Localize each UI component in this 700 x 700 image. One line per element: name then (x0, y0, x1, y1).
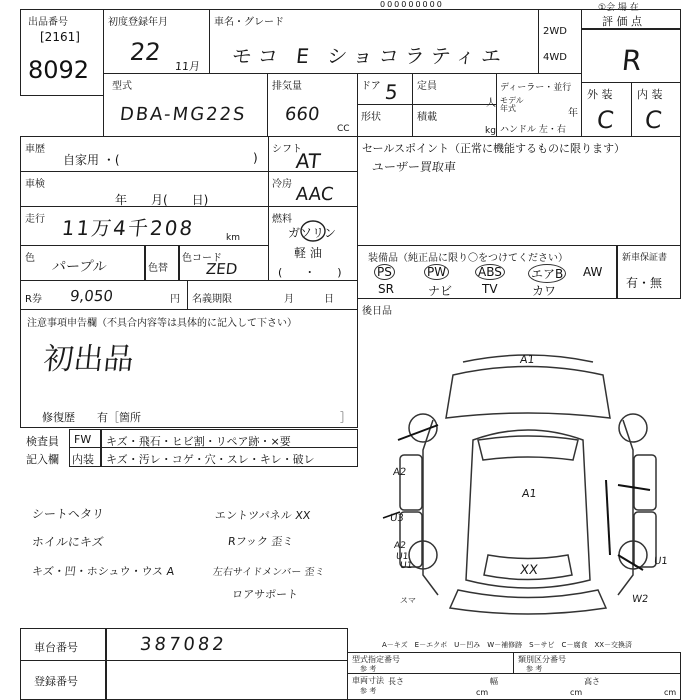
mark-a1-roof: A1 (521, 487, 538, 500)
length-label: 長さ (388, 677, 404, 686)
color-change-label: 色替 (148, 263, 168, 274)
displacement-label: 排気量 (272, 81, 302, 92)
car-rear-outline (450, 590, 606, 614)
comment-6: 左右サイドメンバー 歪ミ (212, 567, 326, 578)
fw-label: FW (74, 433, 92, 446)
warranty-label: 新車保証書 (622, 253, 668, 263)
first-reg-label: 初度登録年月 (108, 17, 168, 28)
doors-label: ドア (361, 81, 381, 92)
color-divider (144, 245, 146, 281)
damage-stroke-2 (606, 480, 610, 555)
equip-abs: ABS (475, 264, 505, 280)
lot-label: 出品番号 (28, 17, 68, 28)
drive-2wd: 2WD (543, 26, 567, 37)
first-reg-year: 22 (128, 38, 163, 66)
equip-leather: カワ (532, 284, 557, 298)
repair-close: ］ (340, 411, 351, 424)
car-hood-outline (446, 367, 610, 419)
mileage-unit: km (226, 233, 240, 243)
shift-label: シフト (272, 144, 302, 155)
inspection-label: 車検 (25, 179, 45, 190)
model-label: 型式 (112, 81, 132, 92)
comment-5: Rフック 歪ミ (227, 535, 295, 548)
mileage-value: 11万4千208 (60, 216, 196, 240)
doors-value: 5 (383, 80, 399, 104)
shift-value: AT (294, 149, 322, 173)
title-value: 月 日 (284, 294, 334, 305)
equip-aw: AW (583, 265, 603, 279)
width-unit: cm (570, 688, 583, 697)
chassis-label: 車台番号 (34, 641, 78, 654)
height-label: 高さ (584, 677, 600, 686)
grade-label: 評 価 点 (602, 15, 642, 28)
mark-a2-left-b: A2 (393, 541, 407, 551)
equip-airbag: エアB (528, 264, 566, 283)
notes-value: 初出品 (41, 342, 136, 377)
venue: ①会 場 在 (598, 3, 639, 13)
warranty-value: 有・無 (626, 276, 663, 290)
car-name-label: 車名・グレード (214, 17, 284, 28)
model-value: DBA-MG22S (118, 104, 248, 125)
mark-a2-left: A2 (392, 467, 407, 478)
color-divider2 (178, 245, 180, 281)
ac-value: AAC (294, 184, 335, 205)
width-label: 幅 (490, 677, 498, 686)
car-right-door-2 (634, 512, 656, 567)
notes-label: 注意事項申告欄（不具合内容等は具体的に記入して下さい） (27, 318, 297, 329)
car-left-door-1 (400, 455, 422, 510)
color-label: 色 (25, 253, 35, 264)
fuel-diesel: 軽 油 (294, 246, 322, 260)
color-value: パープル (51, 259, 108, 275)
history-box (20, 136, 269, 172)
height-unit: cm (664, 688, 677, 697)
load-label: 積載 (417, 112, 437, 123)
drive-4wd: 4WD (543, 52, 567, 63)
dealer-label: ディーラー・並行 (500, 83, 572, 93)
fuel-label: 燃料 (272, 214, 292, 225)
load-unit: kg (485, 126, 496, 136)
reg-label: 登録番号 (34, 675, 78, 688)
color-code-label: 色コード (182, 253, 222, 264)
comment-3: キズ・凹・ホシュウ・ウス A (31, 565, 175, 578)
type-designation-sub: 参 考 (360, 665, 377, 673)
diagram-legend: A－キズ E－エクボ U－凹み W－補修跡 S－サビ C－腐食 XX－交換済 (382, 641, 633, 649)
color-code-value: ZED (205, 260, 239, 278)
equipment-label: 装備品（純正品に限り〇をつけてください） (368, 253, 568, 264)
comment-1: シートヘタリ (31, 507, 105, 521)
dims-sub: 参 考 (360, 687, 377, 695)
history-value: 自家用 ・( (63, 153, 120, 167)
equip-sr: SR (378, 282, 394, 296)
drive-box (538, 9, 582, 74)
comment-4: エントツパネル XX (214, 509, 311, 522)
equip-tv: TV (482, 282, 498, 296)
displacement-value: 660 (283, 104, 321, 125)
mark-u1-left-a: U1 (395, 552, 409, 562)
recycle-unit: 円 (170, 294, 180, 305)
car-windshield (478, 436, 578, 460)
mark-u1-right: U1 (653, 556, 669, 567)
grade-value: R (620, 44, 644, 77)
car-wheel-fr (619, 414, 647, 442)
top-small: 000000000 (380, 0, 444, 9)
equipment-divider (616, 245, 618, 299)
mark-a1-top: A1 (519, 353, 536, 366)
capacity-label: 定員 (417, 81, 437, 92)
fw-items: キズ・飛石・ヒビ割・リペア跡・×要 (106, 435, 291, 448)
fuel-other: ( ・ ) (278, 266, 342, 279)
class-label: 類別区分番号 (518, 655, 566, 664)
mark-w2-right: W2 (631, 594, 649, 605)
equip-pw: PW (424, 264, 449, 280)
first-reg-month: 11月 (174, 60, 201, 73)
mark-u3-left: U3 (389, 513, 405, 524)
type-designation-label: 型式指定番号 (352, 655, 400, 664)
mark-suma: スマ (399, 596, 417, 605)
lot-sub: [2161] (40, 30, 80, 44)
history-close: ) (253, 151, 258, 165)
mark-xx-rear: XX (519, 563, 539, 578)
class-sub: 参 考 (526, 665, 543, 673)
after-label: 後日品 (362, 306, 392, 317)
car-right-door-1 (634, 455, 656, 510)
repair-label: 修復歴 有［箇所 (42, 411, 141, 424)
recycle-value: 9,050 (69, 287, 114, 305)
interior-insp-items: キズ・汚レ・コゲ・穴・スレ・キレ・破レ (106, 453, 315, 466)
interior-value: C (643, 106, 664, 134)
equip-ps: PS (374, 264, 395, 280)
grade-divider (581, 28, 681, 30)
sales-value: ユーザー買取車 (371, 160, 457, 174)
interior-label: 内 装 (637, 88, 663, 101)
shape-label: 形状 (361, 112, 381, 123)
history-label: 車歴 (25, 144, 45, 155)
model-year-label: モデル年式 (500, 96, 524, 114)
recycle-label: R券 (25, 294, 42, 305)
lot-number: 8092 (28, 56, 90, 84)
displacement-unit: CC (337, 124, 350, 134)
length-unit: cm (476, 688, 489, 697)
title-label: 名義期限 (192, 294, 232, 305)
exterior-label: 外 装 (587, 88, 613, 101)
mark-u1-left-b: U1 (399, 561, 413, 571)
car-name-value: モコ E ショコラティエ (230, 44, 509, 68)
interior-insp-label: 内装 (72, 453, 94, 466)
fuel-gas: ガソリン (288, 226, 337, 240)
equip-navi: ナビ (428, 284, 453, 298)
dims-label: 車両寸法 (352, 676, 384, 685)
inspector-label2: 記入欄 (26, 453, 59, 466)
model-year-unit: 年 (568, 108, 578, 119)
fuel-circle (298, 218, 328, 244)
ac-label: 冷房 (272, 179, 292, 190)
comment-2: ホイルにキズ (31, 535, 105, 549)
mileage-label: 走行 (25, 214, 45, 225)
comment-7: ロアサポート (231, 588, 299, 601)
car-diagram (378, 340, 678, 620)
inspector-label1: 検査員 (26, 435, 59, 448)
exterior-value: C (595, 106, 616, 134)
capacity-unit: 人 (486, 98, 496, 109)
handle-label: ハンドル 左・右 (500, 125, 566, 135)
sales-label: セールスポイント（正常に機能するものに限ります） (362, 142, 626, 155)
chassis-value: 387082 (138, 634, 228, 655)
inspection-value: 年 月( 日) (115, 193, 209, 207)
